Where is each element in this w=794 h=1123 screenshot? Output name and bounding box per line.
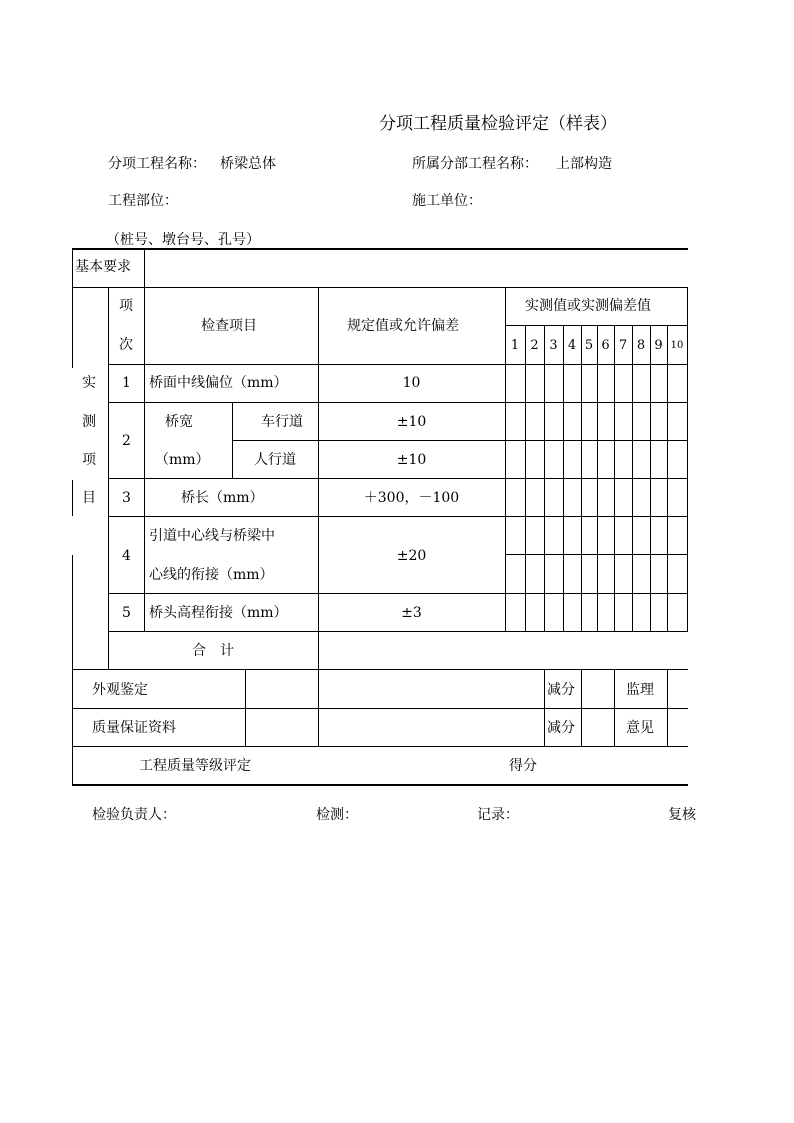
item-name-label: 分项工程名称： xyxy=(108,156,206,172)
footer-inspector: 检验负责人： xyxy=(92,807,176,823)
row-4-item-b: 心线的衔接（mm） xyxy=(149,567,274,583)
seq-header-2: 次 xyxy=(119,337,133,353)
row-2-item-a: 桥宽 xyxy=(165,414,193,430)
row-4-no: 4 xyxy=(122,548,131,564)
measured-items-char-4: 目 xyxy=(82,490,96,506)
part-label: 工程部位： xyxy=(108,193,178,209)
row-2-sub-1: 车行道 xyxy=(261,414,303,430)
row-2-item-b: （mm） xyxy=(155,452,210,468)
row-1-spec: 10 xyxy=(402,375,421,391)
row-5-spec: ±3 xyxy=(401,605,422,621)
basic-requirement-label: 基本要求 xyxy=(75,259,131,275)
measure-col-8: 8 xyxy=(636,338,646,353)
appearance-deduct-label: 减分 xyxy=(547,682,575,698)
row-5-item: 桥头高程衔接（mm） xyxy=(149,605,288,621)
division-name-value: 上部构造 xyxy=(556,156,612,172)
row-5-no: 5 xyxy=(122,605,131,621)
footer-reviewer: 复核 xyxy=(668,807,696,823)
page-title: 分项工程质量检验评定（样表） xyxy=(379,114,617,134)
appearance-label: 外观鉴定 xyxy=(92,682,148,698)
measure-col-7: 7 xyxy=(618,338,628,353)
row-3-item: 桥长（mm） xyxy=(181,490,264,506)
check-item-header: 检查项目 xyxy=(201,318,257,334)
row-4-item-a: 引道中心线与桥梁中 xyxy=(149,528,275,544)
row-3-spec: ＋300，－100 xyxy=(363,490,460,506)
row-4-spec: ±20 xyxy=(396,548,427,564)
footer-tester: 检测： xyxy=(316,807,358,823)
row-1-no: 1 xyxy=(122,375,131,391)
measure-col-5: 5 xyxy=(584,338,594,353)
measured-items-char-1: 实 xyxy=(82,375,96,391)
spec-header: 规定值或允许偏差 xyxy=(347,318,459,334)
score-label: 得分 xyxy=(509,758,537,774)
pile-note: （桩号、墩台号、孔号） xyxy=(106,232,260,248)
footer-recorder: 记录： xyxy=(477,807,519,823)
measure-col-9: 9 xyxy=(654,338,663,353)
row-2-sub-2: 人行道 xyxy=(254,452,296,468)
supervision-label-2: 意见 xyxy=(626,720,654,736)
measure-col-1: 1 xyxy=(510,338,520,353)
seq-header-1: 项 xyxy=(119,298,133,314)
measured-items-char-2: 测 xyxy=(82,414,96,430)
quality-docs-deduct-label: 减分 xyxy=(547,720,575,736)
quality-docs-label: 质量保证资料 xyxy=(92,720,176,736)
division-name-label: 所属分部工程名称： xyxy=(412,156,538,172)
row-2-no: 2 xyxy=(122,433,131,449)
measure-col-2: 2 xyxy=(530,338,539,353)
measured-items-char-3: 项 xyxy=(82,452,96,468)
measure-col-10: 10 xyxy=(670,340,684,351)
total-label: 合 计 xyxy=(192,643,234,659)
supervision-label-1: 监理 xyxy=(626,682,654,698)
row-2-spec-2: ±10 xyxy=(396,452,427,468)
measure-col-3: 3 xyxy=(549,338,558,353)
row-3-no: 3 xyxy=(122,490,131,506)
grade-label: 工程质量等级评定 xyxy=(139,758,251,774)
measured-header: 实测值或实测偏差值 xyxy=(525,298,651,314)
item-name-value: 桥梁总体 xyxy=(220,156,276,172)
measure-col-6: 6 xyxy=(601,338,610,353)
row-1-item: 桥面中线偏位（mm） xyxy=(149,375,288,391)
measure-col-4: 4 xyxy=(567,338,577,353)
unit-label: 施工单位： xyxy=(412,193,482,209)
row-2-spec-1: ±10 xyxy=(396,414,427,430)
